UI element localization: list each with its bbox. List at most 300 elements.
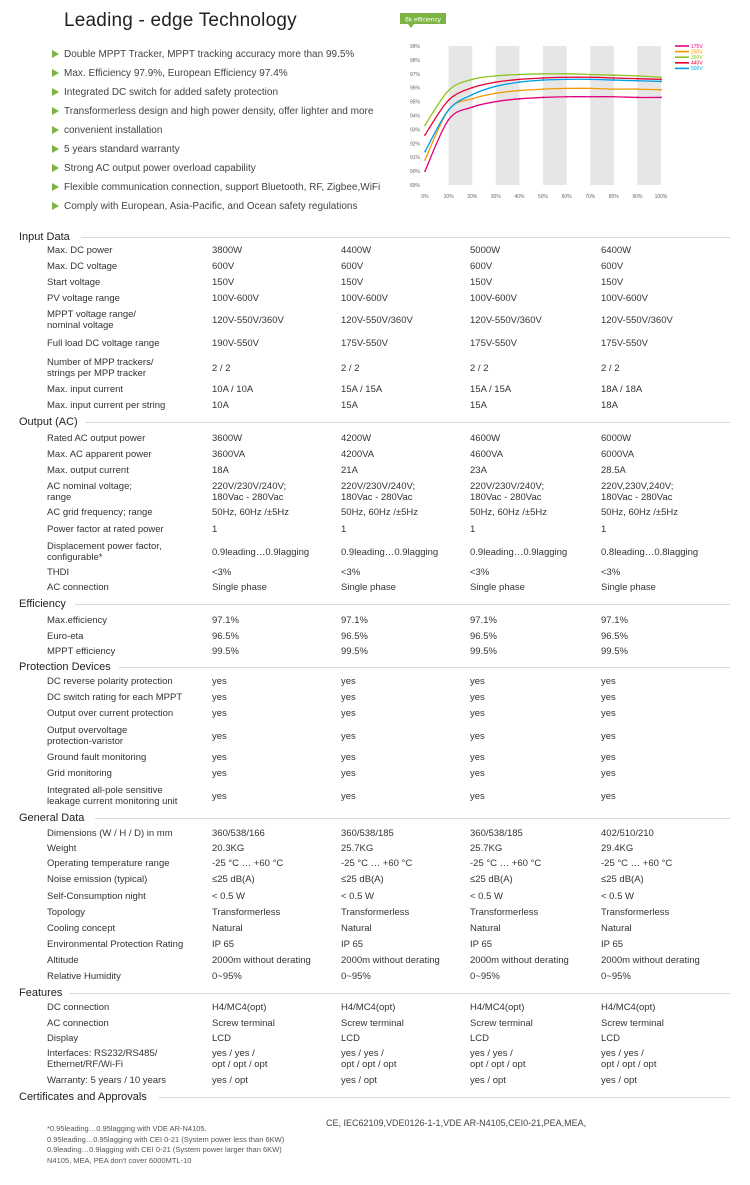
data-point bbox=[637, 97, 639, 99]
grid-band bbox=[496, 46, 520, 185]
data-point bbox=[566, 87, 568, 89]
spec-row bbox=[47, 1075, 742, 1086]
data-point bbox=[660, 78, 662, 80]
spec-value: yes bbox=[470, 692, 485, 703]
spec-value: yes bbox=[341, 676, 356, 687]
feature-item: Double MPPT Tracker, MPPT tracking accuracy more than 99.5% bbox=[52, 45, 412, 64]
spec-label: Displacement power factor, configurable* bbox=[47, 541, 162, 563]
section-title: General Data bbox=[19, 812, 85, 824]
spec-row bbox=[47, 384, 742, 395]
data-point bbox=[519, 98, 521, 100]
spec-label: Rated AC output power bbox=[47, 433, 146, 444]
spec-value: 50Hz, 60Hz /±5Hz bbox=[341, 507, 419, 518]
spec-value: yes bbox=[601, 791, 616, 802]
certificates-list: CE, IEC62109,VDE0126-1-1,VDE AR-N4105,CEI0-21,PEA,MEA, bbox=[326, 1118, 587, 1128]
y-tick-label: 89% bbox=[409, 183, 420, 189]
spec-value: 15A bbox=[341, 400, 358, 411]
spec-row bbox=[47, 524, 742, 535]
spec-label: Start voltage bbox=[47, 277, 101, 288]
spec-label: Topology bbox=[47, 907, 86, 918]
spec-value: LCD bbox=[601, 1033, 621, 1044]
spec-value: yes bbox=[212, 752, 227, 763]
data-point bbox=[495, 75, 497, 77]
spec-value: ≤25 dB(A) bbox=[601, 874, 644, 885]
grid-band bbox=[637, 46, 661, 185]
spec-label: AC connection bbox=[47, 582, 109, 593]
section-divider bbox=[159, 1097, 730, 1098]
legend-label: 175V bbox=[691, 43, 703, 50]
spec-value: 4600VA bbox=[470, 449, 504, 460]
data-point bbox=[519, 78, 521, 80]
data-point bbox=[448, 90, 450, 92]
spec-value: LCD bbox=[470, 1033, 490, 1044]
spec-value: Single phase bbox=[212, 582, 267, 593]
spec-value: 175V-550V bbox=[601, 338, 649, 349]
spec-row bbox=[47, 785, 742, 807]
spec-value: 6000VA bbox=[601, 449, 635, 460]
spec-label: Operating temperature range bbox=[47, 858, 170, 869]
spec-value: 190V-550V bbox=[212, 338, 260, 349]
spec-value: 220V/230V/240V; 180Vac - 280Vac bbox=[212, 481, 287, 503]
data-point bbox=[637, 88, 639, 90]
spec-row bbox=[47, 245, 742, 256]
badge-pointer-icon bbox=[408, 24, 414, 28]
spec-value: 2 / 2 bbox=[470, 363, 489, 374]
spec-value: 97.1% bbox=[470, 615, 497, 626]
spec-value: 2000m without derating bbox=[341, 955, 440, 966]
spec-value: 18A / 18A bbox=[601, 384, 643, 395]
data-point bbox=[589, 96, 591, 98]
data-point bbox=[566, 96, 568, 98]
spec-value: 360/538/166 bbox=[212, 828, 265, 839]
spec-value: yes bbox=[470, 768, 485, 779]
spec-value: yes bbox=[601, 692, 616, 703]
spec-label: PV voltage range bbox=[47, 293, 120, 304]
legend-label: 250V bbox=[691, 49, 703, 56]
data-point bbox=[495, 92, 497, 94]
x-tick-label: 20% bbox=[467, 194, 478, 200]
spec-row bbox=[47, 843, 742, 854]
spec-value: <3% bbox=[341, 567, 361, 578]
spec-value: yes bbox=[212, 708, 227, 719]
spec-label: Output overvoltage protection-varistor bbox=[47, 725, 128, 747]
spec-value: 220V/230V/240V; 180Vac - 280Vac bbox=[470, 481, 545, 503]
spec-label: MPPT voltage range/ nominal voltage bbox=[47, 309, 137, 331]
data-point bbox=[660, 81, 662, 83]
spec-row bbox=[47, 582, 742, 593]
spec-value: 1 bbox=[470, 524, 476, 535]
data-point bbox=[495, 85, 497, 87]
spec-label: Max. DC power bbox=[47, 245, 113, 256]
spec-value: Single phase bbox=[341, 582, 396, 593]
spec-label: Euro-eta bbox=[47, 631, 84, 642]
spec-value: yes / opt bbox=[470, 1075, 506, 1086]
efficiency-chart bbox=[398, 12, 703, 207]
spec-value: -25 °C … +60 °C bbox=[212, 858, 284, 869]
spec-value: 96.5% bbox=[470, 631, 497, 642]
data-point bbox=[542, 77, 544, 79]
spec-row bbox=[47, 939, 742, 950]
spec-value: < 0.5 W bbox=[212, 891, 245, 902]
spec-value: yes bbox=[601, 768, 616, 779]
spec-label: DC reverse polarity protection bbox=[47, 676, 173, 687]
spec-value: <3% bbox=[601, 567, 621, 578]
spec-row bbox=[47, 293, 742, 304]
data-point bbox=[495, 101, 497, 103]
spec-row bbox=[47, 874, 742, 885]
feature-item: convenient installation bbox=[52, 121, 412, 140]
spec-value: 0.9leading…0.9lagging bbox=[470, 547, 568, 558]
spec-label: Output over current protection bbox=[47, 708, 174, 719]
spec-value: 99.5% bbox=[601, 646, 628, 657]
data-point bbox=[637, 75, 639, 77]
spec-value: 100V-600V bbox=[601, 293, 649, 304]
spec-value: Single phase bbox=[470, 582, 525, 593]
spec-row bbox=[47, 507, 742, 518]
spec-value: 0~95% bbox=[341, 971, 371, 982]
feature-item: 5 years standard warranty bbox=[52, 140, 412, 159]
spec-value: 2000m without derating bbox=[601, 955, 700, 966]
data-point bbox=[424, 124, 426, 126]
spec-value: yes bbox=[470, 791, 485, 802]
triangle-bullet-icon bbox=[52, 107, 59, 115]
spec-value: 120V-550V/360V bbox=[470, 315, 542, 326]
data-point bbox=[589, 74, 591, 76]
spec-label: Cooling concept bbox=[47, 923, 116, 934]
spec-value: < 0.5 W bbox=[601, 891, 634, 902]
spec-value: 175V-550V bbox=[470, 338, 518, 349]
spec-value: IP 65 bbox=[212, 939, 235, 950]
spec-label: Environmental Protection Rating bbox=[47, 939, 184, 950]
section-title: Features bbox=[19, 987, 63, 999]
spec-value: 600V bbox=[212, 261, 235, 272]
spec-value: 0~95% bbox=[470, 971, 500, 982]
spec-value: 10A bbox=[212, 400, 229, 411]
spec-value: Screw terminal bbox=[341, 1018, 404, 1029]
spec-value: <3% bbox=[212, 567, 232, 578]
spec-label: Grid monitoring bbox=[47, 768, 112, 779]
spec-label: Warranty: 5 years / 10 years bbox=[47, 1075, 166, 1086]
spec-label: AC grid frequency; range bbox=[47, 507, 153, 518]
spec-label: MPPT efficiency bbox=[47, 646, 116, 657]
spec-label: Max. AC apparent power bbox=[47, 449, 152, 460]
spec-value: 4600W bbox=[470, 433, 501, 444]
spec-value: 4400W bbox=[341, 245, 372, 256]
spec-value: H4/MC4(opt) bbox=[212, 1002, 267, 1013]
x-tick-label: 50% bbox=[537, 194, 549, 200]
spec-value: -25 °C … +60 °C bbox=[601, 858, 673, 869]
spec-value: Transformerless bbox=[470, 907, 539, 918]
data-point bbox=[424, 159, 426, 161]
spec-value: yes / yes / opt / opt / opt bbox=[470, 1048, 526, 1070]
spec-value: yes / opt bbox=[341, 1075, 377, 1086]
data-point bbox=[613, 77, 615, 79]
y-tick-label: 90% bbox=[409, 169, 420, 176]
spec-value: 600V bbox=[341, 261, 364, 272]
spec-value: yes bbox=[212, 692, 227, 703]
spec-value: yes bbox=[601, 708, 616, 719]
x-tick-label: 90% bbox=[632, 194, 643, 200]
spec-row bbox=[47, 541, 742, 563]
spec-label: Display bbox=[47, 1033, 79, 1044]
spec-value: LCD bbox=[341, 1033, 361, 1044]
spec-value: LCD bbox=[212, 1033, 232, 1044]
spec-value: 360/538/185 bbox=[341, 828, 394, 839]
spec-value: 120V-550V/360V bbox=[341, 315, 413, 326]
data-point bbox=[542, 88, 544, 90]
spec-value: yes bbox=[470, 731, 485, 742]
spec-value: yes bbox=[601, 676, 616, 687]
spec-value: yes bbox=[212, 768, 227, 779]
spec-row bbox=[47, 725, 742, 747]
spec-value: Screw terminal bbox=[601, 1018, 664, 1029]
spec-value: IP 65 bbox=[470, 939, 493, 950]
data-point bbox=[566, 76, 568, 78]
spec-value: 99.5% bbox=[341, 646, 368, 657]
data-point bbox=[471, 78, 473, 80]
data-point bbox=[495, 81, 497, 83]
spec-label: Weight bbox=[47, 843, 77, 854]
spec-value: 100V-600V bbox=[341, 293, 389, 304]
spec-value: yes bbox=[341, 768, 356, 779]
y-tick-label: 99% bbox=[409, 44, 420, 50]
triangle-bullet-icon bbox=[52, 164, 59, 172]
spec-label: Full load DC voltage range bbox=[47, 338, 160, 349]
spec-value: Natural bbox=[212, 923, 243, 934]
spec-row bbox=[47, 1002, 742, 1013]
data-point bbox=[637, 80, 639, 82]
spec-value: Transformerless bbox=[601, 907, 670, 918]
spec-row bbox=[47, 646, 742, 657]
spec-value: 402/510/210 bbox=[601, 828, 654, 839]
data-point bbox=[424, 134, 426, 136]
data-point bbox=[613, 79, 615, 81]
spec-row bbox=[47, 481, 742, 503]
spec-value: 96.5% bbox=[601, 631, 628, 642]
triangle-bullet-icon bbox=[52, 183, 59, 191]
section-divider bbox=[85, 422, 730, 423]
x-tick-label: 60% bbox=[561, 194, 572, 200]
spec-value: 50Hz, 60Hz /±5Hz bbox=[470, 507, 548, 518]
spec-value: 100V-600V bbox=[212, 293, 260, 304]
data-point bbox=[566, 73, 568, 75]
spec-row bbox=[47, 465, 742, 476]
spec-value: 1 bbox=[341, 524, 347, 535]
footnote: 0.9leading…0.9lagging with CEI 0-21 (System power larger than 6KW) bbox=[47, 1145, 282, 1154]
data-point bbox=[448, 99, 450, 101]
spec-value: 150V bbox=[470, 277, 493, 288]
spec-value: yes / opt bbox=[601, 1075, 637, 1086]
spec-value: -25 °C … +60 °C bbox=[341, 858, 413, 869]
section-title: Input Data bbox=[19, 231, 70, 243]
spec-value: 220V,230V,240V; 180Vac - 280Vac bbox=[601, 481, 674, 503]
data-point bbox=[613, 96, 615, 98]
data-point bbox=[471, 87, 473, 89]
data-point bbox=[448, 119, 450, 121]
spec-value: 2 / 2 bbox=[601, 363, 620, 374]
grid-band bbox=[590, 46, 614, 185]
spec-value: Screw terminal bbox=[470, 1018, 533, 1029]
spec-value: 0.9leading…0.9lagging bbox=[212, 547, 310, 558]
x-tick-label: 0% bbox=[421, 194, 429, 200]
feature-item: Comply with European, Asia-Pacific, and Ocean safety regulations bbox=[52, 197, 412, 216]
data-point bbox=[589, 78, 591, 80]
spec-value: Natural bbox=[470, 923, 501, 934]
spec-value: 0~95% bbox=[212, 971, 242, 982]
section-title: Output (AC) bbox=[19, 416, 78, 428]
spec-row bbox=[47, 400, 742, 411]
spec-value: yes bbox=[341, 752, 356, 763]
page-title: Leading - edge Technology bbox=[64, 10, 297, 31]
data-point bbox=[637, 78, 639, 80]
spec-label: DC switch rating for each MPPT bbox=[47, 692, 183, 703]
spec-label: Max. output current bbox=[47, 465, 129, 476]
spec-value: <3% bbox=[470, 567, 490, 578]
data-point bbox=[589, 76, 591, 78]
spec-value: ≤25 dB(A) bbox=[470, 874, 513, 885]
spec-row bbox=[47, 692, 742, 703]
spec-row bbox=[47, 971, 742, 982]
spec-value: 175V-550V bbox=[341, 338, 389, 349]
x-tick-label: 10% bbox=[443, 194, 454, 200]
spec-value: 2 / 2 bbox=[212, 363, 231, 374]
spec-row bbox=[47, 1033, 742, 1044]
spec-value: 97.1% bbox=[601, 615, 628, 626]
spec-value: 10A / 10A bbox=[212, 384, 254, 395]
feature-item: Flexible communication connection, support Bluetooth, RF, Zigbee,WiFi bbox=[52, 178, 412, 197]
spec-value: H4/MC4(opt) bbox=[341, 1002, 396, 1013]
spec-value: yes / yes / opt / opt / opt bbox=[212, 1048, 268, 1070]
y-tick-label: 91% bbox=[409, 155, 420, 162]
spec-value: -25 °C … +60 °C bbox=[470, 858, 542, 869]
data-point bbox=[566, 78, 568, 80]
spec-row bbox=[47, 891, 742, 902]
grid-band bbox=[543, 46, 567, 185]
legend-label: 440V bbox=[691, 60, 703, 67]
spec-value: 0.9leading…0.9lagging bbox=[341, 547, 439, 558]
section-divider bbox=[75, 604, 730, 605]
spec-value: < 0.5 W bbox=[341, 891, 374, 902]
spec-label: Power factor at rated power bbox=[47, 524, 164, 535]
data-point bbox=[613, 74, 615, 76]
spec-value: 150V bbox=[341, 277, 364, 288]
spec-value: 18A bbox=[601, 400, 618, 411]
spec-value: 1 bbox=[212, 524, 218, 535]
data-point bbox=[448, 109, 450, 111]
spec-row bbox=[47, 261, 742, 272]
spec-value: 600V bbox=[601, 261, 624, 272]
spec-value: yes bbox=[341, 692, 356, 703]
data-point bbox=[424, 151, 426, 153]
spec-label: AC nominal voltage; range bbox=[47, 481, 133, 503]
spec-value: IP 65 bbox=[601, 939, 624, 950]
data-point bbox=[471, 106, 473, 108]
spec-row bbox=[47, 1018, 742, 1029]
spec-value: 15A / 15A bbox=[341, 384, 383, 395]
spec-value: 150V bbox=[212, 277, 235, 288]
spec-value: yes bbox=[341, 791, 356, 802]
x-tick-label: 80% bbox=[608, 194, 619, 200]
footnote: 0.95leading…0.95lagging with CEI 0-21 (System power less than 6KW) bbox=[47, 1134, 285, 1144]
spec-value: 15A bbox=[470, 400, 487, 411]
data-point bbox=[519, 74, 521, 76]
spec-value: Transformerless bbox=[341, 907, 410, 918]
y-tick-label: 94% bbox=[409, 113, 420, 120]
spec-value: 50Hz, 60Hz /±5Hz bbox=[212, 507, 290, 518]
spec-value: 100V-600V bbox=[470, 293, 518, 304]
spec-label: DC connection bbox=[47, 1002, 110, 1013]
spec-label: Number of MPP trackers/ strings per MPP tracker bbox=[47, 357, 154, 379]
spec-value: H4/MC4(opt) bbox=[470, 1002, 525, 1013]
spec-value: 120V-550V/360V bbox=[601, 315, 673, 326]
spec-value: 6000W bbox=[601, 433, 632, 444]
data-point bbox=[542, 97, 544, 99]
spec-label: AC connection bbox=[47, 1018, 109, 1029]
spec-label: Max. input current bbox=[47, 384, 124, 395]
spec-value: yes / opt bbox=[212, 1075, 248, 1086]
spec-value: < 0.5 W bbox=[470, 891, 503, 902]
spec-value: 150V bbox=[601, 277, 624, 288]
data-point bbox=[542, 73, 544, 75]
spec-value: yes bbox=[212, 791, 227, 802]
spec-value: 3800W bbox=[212, 245, 243, 256]
data-point bbox=[660, 89, 662, 91]
data-point bbox=[660, 97, 662, 99]
spec-value: 360/538/185 bbox=[470, 828, 523, 839]
data-point bbox=[613, 88, 615, 90]
y-tick-label: 93% bbox=[409, 127, 420, 134]
spec-value: Natural bbox=[341, 923, 372, 934]
spec-value: 0.8leading…0.8lagging bbox=[601, 547, 699, 558]
spec-value: 1 bbox=[601, 524, 607, 535]
triangle-bullet-icon bbox=[52, 202, 59, 210]
spec-row bbox=[47, 858, 742, 869]
x-tick-label: 30% bbox=[490, 194, 501, 200]
spec-row bbox=[47, 631, 742, 642]
spec-value: 3600W bbox=[212, 433, 243, 444]
data-point bbox=[542, 79, 544, 81]
spec-value: yes bbox=[601, 752, 616, 763]
spec-value: yes bbox=[341, 731, 356, 742]
spec-value: 99.5% bbox=[470, 646, 497, 657]
spec-label: Relative Humidity bbox=[47, 971, 121, 982]
section-divider bbox=[95, 818, 730, 819]
spec-value: 4200VA bbox=[341, 449, 375, 460]
spec-value: 3600VA bbox=[212, 449, 246, 460]
spec-value: 25.7KG bbox=[341, 843, 374, 854]
data-point bbox=[519, 81, 521, 83]
spec-value: yes bbox=[470, 676, 485, 687]
spec-row bbox=[47, 357, 742, 379]
spec-value: yes bbox=[212, 676, 227, 687]
spec-value: 4200W bbox=[341, 433, 372, 444]
spec-label: Altitude bbox=[47, 955, 79, 966]
spec-value: Single phase bbox=[601, 582, 656, 593]
spec-value: yes / yes / opt / opt / opt bbox=[601, 1048, 657, 1070]
data-point bbox=[660, 76, 662, 78]
spec-label: Interfaces: RS232/RS485/ Ethernet/RF/Wi-Fi bbox=[47, 1048, 158, 1070]
feature-item: Strong AC output power overload capability bbox=[52, 159, 412, 178]
spec-value: Transformerless bbox=[212, 907, 281, 918]
spec-value: 97.1% bbox=[341, 615, 368, 626]
spec-value: yes / yes / opt / opt / opt bbox=[341, 1048, 397, 1070]
spec-row bbox=[47, 923, 742, 934]
spec-label: Max.efficiency bbox=[47, 615, 108, 626]
legend-label: 350V bbox=[691, 55, 703, 61]
spec-value: 2 / 2 bbox=[341, 363, 360, 374]
spec-value: 6400W bbox=[601, 245, 632, 256]
spec-row bbox=[47, 708, 742, 719]
